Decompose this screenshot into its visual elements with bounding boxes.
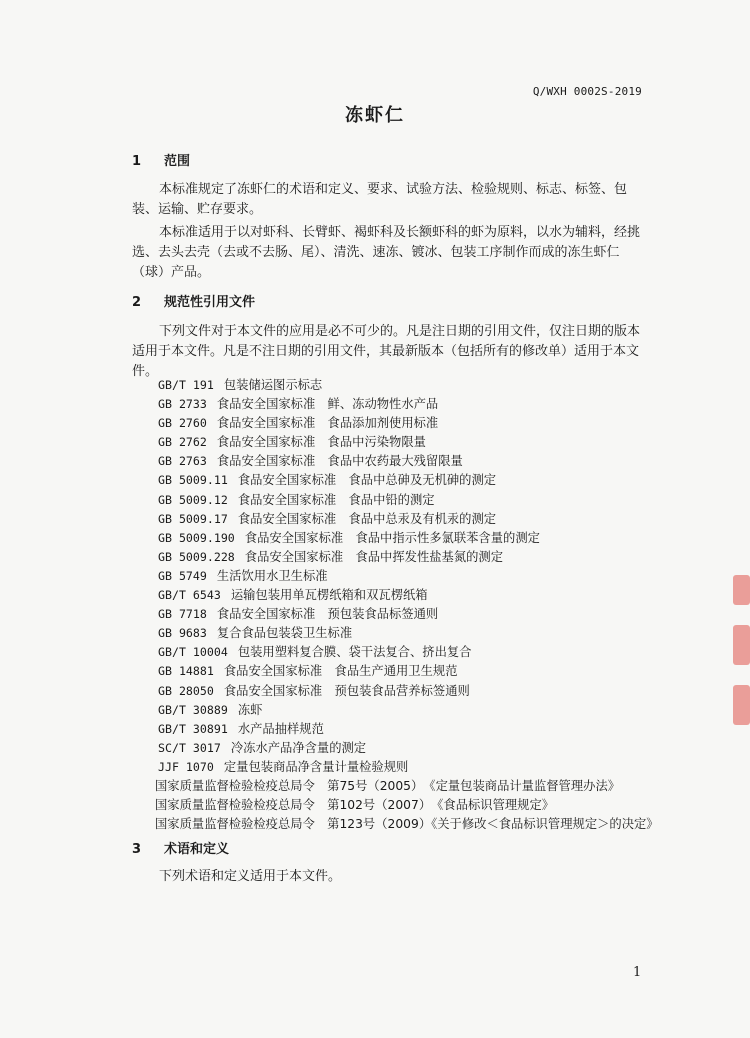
reference-title: 食品安全国家标准 食品中总汞及有机汞的测定 — [237, 511, 497, 526]
reference-item — [158, 567, 678, 586]
section-number: 2 — [132, 295, 142, 310]
reference-item — [158, 682, 678, 701]
reference-title: 复合食品包装袋卫生标准 — [216, 626, 353, 641]
reference-code: SC/T 3017 — [158, 740, 221, 755]
section-title: 规范性引用文件 — [164, 295, 256, 310]
reference-code: GB/T 6543 — [158, 588, 221, 603]
reference-item — [158, 662, 678, 681]
regulation-item: 国家质量监督检验检疫总局令 第102号（2007） 《食品标识管理规定》 — [155, 798, 555, 813]
reference-code: GB 7718 — [158, 607, 207, 622]
reference-code: GB 5749 — [158, 568, 207, 583]
reference-title: 定量包装商品净含量计量检验规则 — [223, 759, 409, 774]
page-number: 1 — [633, 965, 642, 980]
reference-title: 运输包装用单瓦楞纸箱和双瓦楞纸箱 — [230, 588, 428, 603]
reference-title: 食品安全国家标准 食品中指示性多氯联苯含量的测定 — [244, 530, 540, 545]
reference-code: GB 28050 — [158, 683, 214, 698]
reference-item — [158, 586, 678, 605]
reference-code: GB 5009.190 — [158, 530, 235, 545]
reference-item — [158, 376, 678, 395]
reference-item — [158, 433, 678, 452]
reference-item — [158, 701, 678, 720]
section-title: 范围 — [164, 154, 191, 169]
reference-code: GB/T 30889 — [158, 702, 228, 717]
reference-item — [158, 414, 678, 433]
section-number: 3 — [132, 842, 142, 857]
terms-intro: 下列术语和定义适用于本文件。 — [159, 869, 342, 884]
reference-code: GB 2762 — [158, 435, 207, 450]
seal-mark-fragment — [733, 575, 750, 605]
references-intro: 下列文件对于本文件的应用是必不可少的。凡是注日期的引用文件，仅注日期的版本适用于本文件。凡是不注日期的引用文件，其最新版本（包括所有的修改单）适用于本文件。 — [132, 324, 641, 379]
seal-mark-fragment — [733, 685, 750, 725]
reference-code: GB 14881 — [158, 664, 214, 679]
reference-title: 冷冻水产品净含量的测定 — [230, 740, 367, 755]
reference-title: 食品安全国家标准 食品添加剂使用标准 — [216, 416, 439, 431]
reference-item — [158, 491, 678, 510]
reference-title: 包装用塑料复合膜、袋干法复合、挤出复合 — [237, 645, 472, 660]
normative-references-list — [155, 376, 678, 834]
reference-item — [158, 758, 678, 777]
reference-title: 食品安全国家标准 食品中铅的测定 — [237, 492, 435, 507]
regulation-item: 国家质量监督检验检疫总局令 第123号（2009）《关于修改＜食品标识管理规定＞的决定》 — [155, 817, 659, 832]
reference-title: 食品安全国家标准 食品中污染物限量 — [216, 435, 426, 450]
section-3-heading — [132, 838, 229, 857]
reference-title: 食品安全国家标准 食品中挥发性盐基氮的测定 — [244, 549, 504, 564]
reference-title: 冻虾 — [237, 702, 263, 717]
reference-item — [158, 529, 678, 548]
reference-item — [158, 395, 678, 414]
document-title: 冻虾仁 — [345, 105, 405, 126]
section-1-heading — [132, 150, 190, 169]
section-title: 术语和定义 — [164, 842, 230, 857]
reference-item — [158, 643, 678, 662]
reference-title: 生活饮用水卫生标准 — [216, 568, 328, 583]
regulation-item: 国家质量监督检验检疫总局令 第75号（2005） 《定量包装商品计量监督管理办法》 — [155, 778, 621, 793]
reference-code: GB 2733 — [158, 397, 207, 412]
reference-title: 食品安全国家标准 食品中总砷及无机砷的测定 — [237, 473, 497, 488]
reference-title: 食品安全国家标准 鲜、冻动物性水产品 — [216, 397, 439, 412]
reference-code: GB/T 30891 — [158, 721, 228, 736]
reference-title: 食品安全国家标准 食品中农药最大残留限量 — [216, 454, 463, 469]
reference-item — [158, 471, 678, 490]
reference-item — [158, 548, 678, 567]
reference-item — [158, 739, 678, 758]
reference-code: GB 5009.17 — [158, 511, 228, 526]
reference-code: GB 9683 — [158, 626, 207, 641]
reference-item — [158, 452, 678, 471]
reference-code: GB 5009.228 — [158, 549, 235, 564]
reference-title: 食品安全国家标准 预包装食品标签通则 — [216, 607, 439, 622]
scope-paragraph-1: 本标准规定了冻虾仁的术语和定义、要求、试验方法、检验规则、标志、标签、包装、运输、贮存要求。 — [132, 182, 628, 217]
reference-item — [158, 605, 678, 624]
reference-item — [158, 624, 678, 643]
reference-code: GB 2760 — [158, 416, 207, 431]
reference-code: GB/T 191 — [158, 378, 214, 392]
reference-code: JJF 1070 — [158, 759, 214, 774]
reference-code: GB/T 10004 — [158, 645, 228, 660]
reference-title: 食品安全国家标准 食品生产通用卫生规范 — [223, 664, 458, 679]
reference-item — [158, 720, 678, 739]
reference-title: 食品安全国家标准 预包装食品营养标签通则 — [223, 683, 470, 698]
section-number: 1 — [132, 154, 142, 169]
section-2-heading — [132, 291, 255, 310]
reference-code: GB 2763 — [158, 454, 207, 469]
reference-title: 水产品抽样规范 — [237, 721, 324, 736]
document-number: Q/WXH 0002S-2019 — [532, 85, 642, 98]
reference-code: GB 5009.12 — [158, 492, 228, 507]
reference-code: GB 5009.11 — [158, 473, 228, 488]
reference-item — [158, 510, 678, 529]
reference-title: 包装储运图示标志 — [223, 378, 323, 392]
scope-paragraph-2: 本标准适用于以对虾科、长臂虾、褐虾科及长额虾科的虾为原料，以水为辅料，经挑选、去头去壳（去或不去肠、尾）、清洗、速冻、镀冰、包装工序制作而成的冻生虾仁（球）产品。 — [132, 225, 641, 280]
seal-mark-fragment — [733, 625, 750, 665]
